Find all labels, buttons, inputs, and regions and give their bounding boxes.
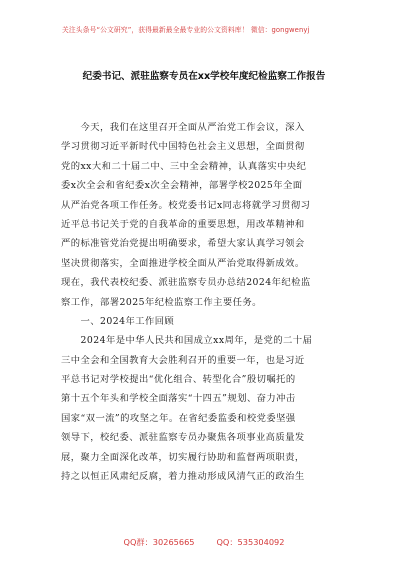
- body-line: 严的标准管党治党提出明确要求，希望大家认真学习领会: [61, 238, 305, 250]
- body-line: 展，聚力全面深化改革，切实履行协助和监督两项职责，: [61, 451, 305, 463]
- body-line: 党的xx大和二十届二中、三中全会精神，认真落实中央纪: [61, 160, 307, 172]
- body-line: 近平总书记关于党的自我革命的重要思想，用改革精神和: [61, 218, 305, 230]
- document-body: [61, 118, 351, 486]
- body-line: 2024年是中华人民共和国成立xx周年，是党的二十届: [61, 335, 313, 347]
- body-line: 从严治党各项工作任务。校党委书记x同志将就学习贯彻习: [61, 199, 311, 211]
- qq-number: QQ：535304092: [216, 537, 285, 547]
- body-line: 委x次全会和省纪委x次全会精神，部署学校2025年全面: [61, 180, 303, 192]
- body-line: 现在，我代表校纪委、派驻监察专员办总结2024年纪检监: [61, 277, 311, 289]
- qq-group-number: QQ群：30265665: [123, 537, 195, 547]
- body-line: 今天，我们在这里召开全面从严治党工作会议，深入: [61, 122, 305, 133]
- body-line: 持之以恒正风肃纪反腐，着力推动形成风清气正的政治生: [61, 471, 305, 483]
- contact-footer: [0, 537, 408, 548]
- body-line: 第十五个年头和学校全面落实“十四五”规划、奋力冲击: [61, 393, 296, 405]
- promo-banner: 关注头条号“公文研究”，获得最新最全最专业的公文资料库！ 微信：gongwenyj: [62, 26, 310, 34]
- document-title: 纪委书记、派驻监察专员在xx学校年度纪检监察工作报告: [82, 71, 326, 82]
- body-line: 学习贯彻习近平新时代中国特色社会主义思想，全面贯彻: [61, 141, 305, 153]
- body-line: 坚决贯彻落实，全面推进学校全面从严治党取得新成效。: [61, 257, 305, 269]
- body-line: 国家“双一流”的攻坚之年。在省纪委监委和校党委坚强: [61, 412, 296, 424]
- body-line: 察工作，部署2025年纪检监察工作主要任务。: [61, 296, 262, 308]
- body-line: 领导下，校纪委、派驻监察专员办聚焦各项事业高质量发: [61, 432, 305, 444]
- body-line: 三中全会和全国教育大会胜利召开的重要一年，也是习近: [61, 354, 305, 366]
- body-line: 一、2024年工作回顾: [61, 315, 175, 327]
- body-line: 平总书记对学校提出“优化组合、转型化合”殷切嘱托的: [61, 374, 296, 386]
